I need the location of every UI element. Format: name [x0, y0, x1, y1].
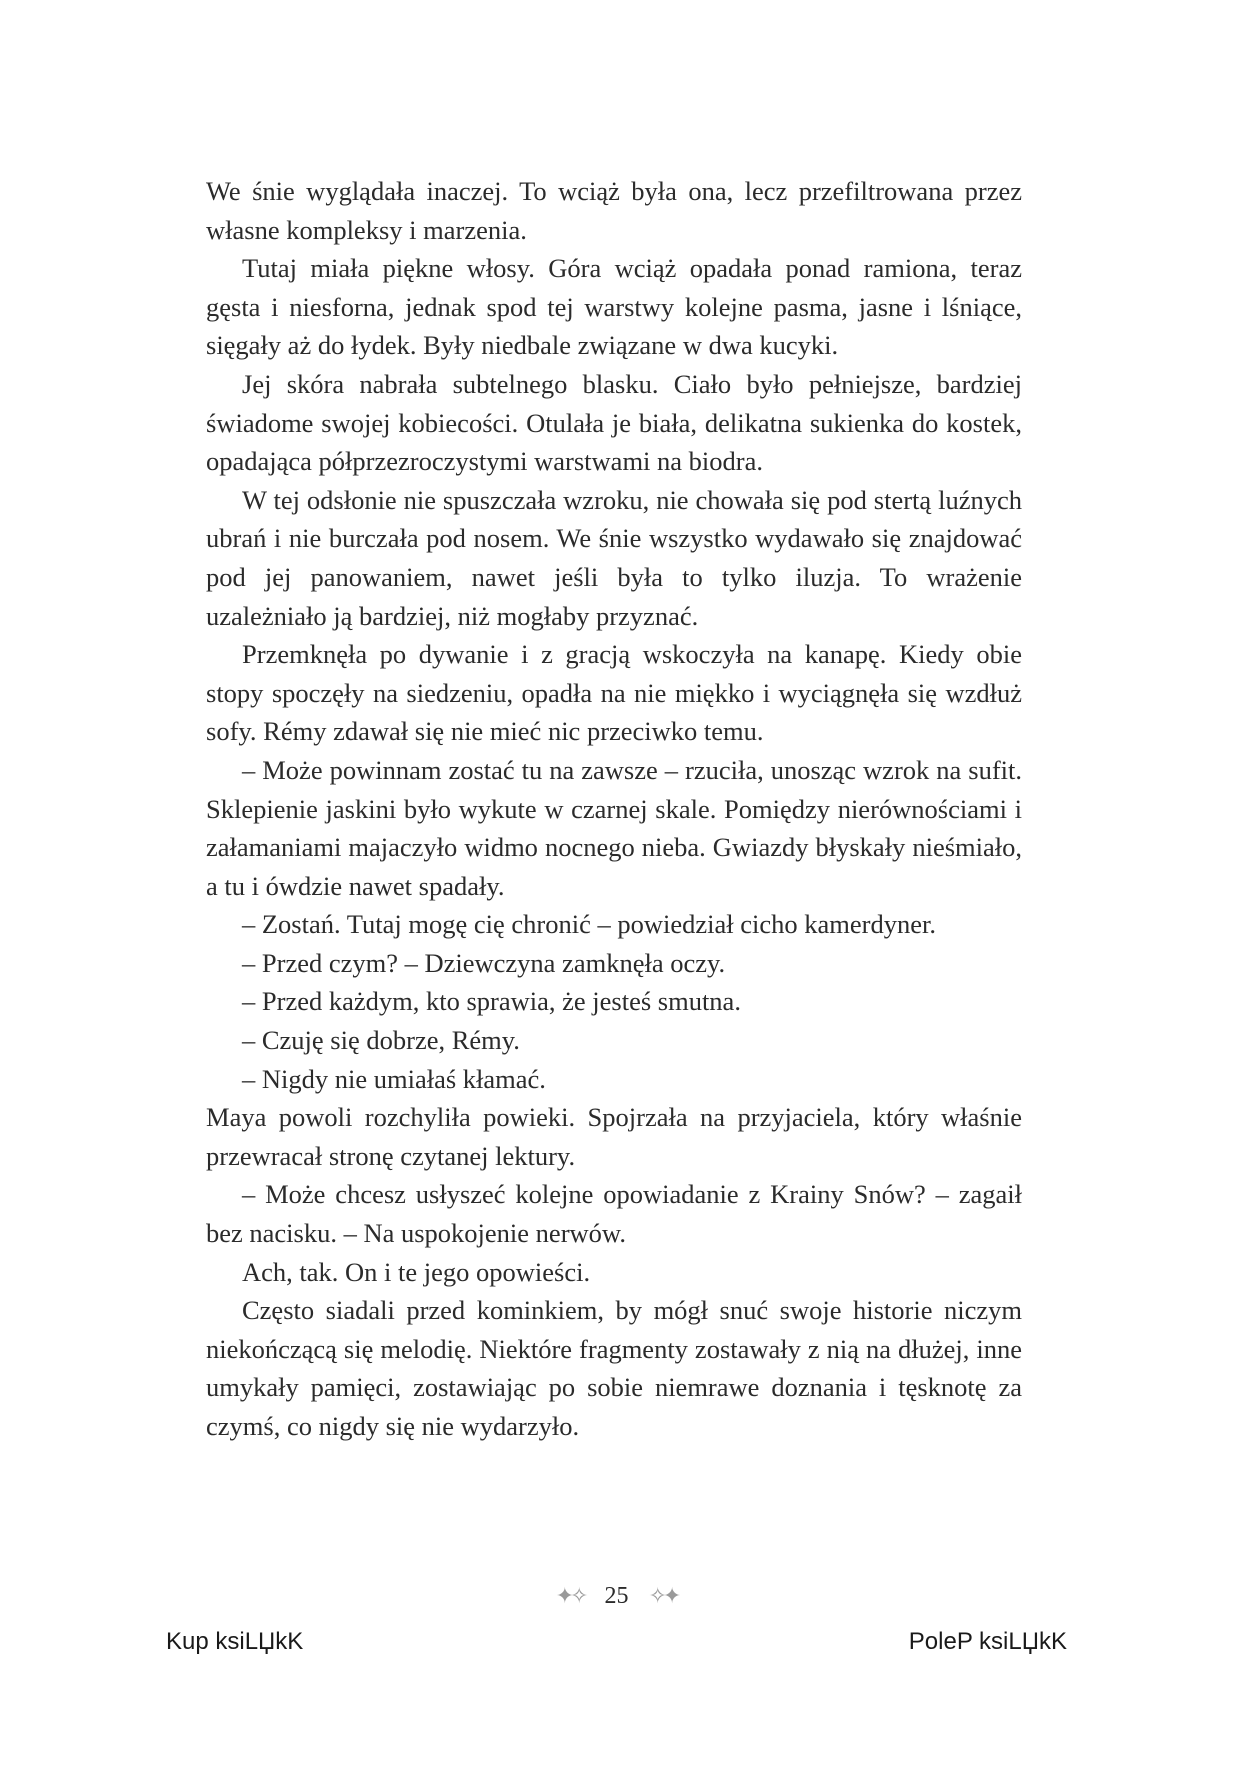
page-footer: [0, 1582, 1233, 1610]
paragraph-7: – Zostań. Tutaj mogę cię chronić – powiedział cicho kamerdyner.: [242, 909, 936, 940]
paragraph-15: Często siadali przed kominkiem, by mógł snuć swoje historie niczym niekończącą się melodię. Niektóre fragmenty zostawały z nią na dłużej, inne umykały pamięci, zostawiając po sobie niemrawe doznania i tęsknotę za czymś, co nigdy się nie wydarzyło.: [206, 1295, 1022, 1441]
body-text: [206, 172, 1022, 1446]
paragraph-13: – Może chcesz usłyszeć kolejne opowiadanie z Krainy Snów? – zagaił bez nacisku. – Na uspokojenie nerwów.: [206, 1179, 1022, 1249]
paragraph-2: Tutaj miała piękne włosy. Góra wciąż opadała ponad ramiona, teraz gęsta i niesforna, jednak spod tej warstwy kolejne pasma, jasne i lśniące, sięgały aż do łydek. Były niedbale związane w dwa kucyki.: [206, 253, 1022, 361]
paragraph-14: Ach, tak. On i te jego opowieści.: [242, 1256, 591, 1287]
paragraph-8: – Przed czym? – Dziewczyna zamknęła oczy.: [242, 947, 726, 978]
recommend-book-link[interactable]: PoleP ksiLЏkK: [908, 1628, 1067, 1655]
paragraph-5: Przemknęła po dywanie i z gracją wskoczyła na kanapę. Kiedy obie stopy spoczęły na siedzeniu, opadła na nie miękko i wyciągnęła się wzdłuż sofy. Rémy zdawał się nie mieć nic przeciwko temu.: [206, 639, 1022, 747]
paragraph-3: Jej skóra nabrała subtelnego blasku. Ciało było pełniejsze, bardziej świadome swojej kobiecości. Otulała je biała, delikatna sukienka do kostek, opadająca półprzezroczystymi warstwami na biodra.: [206, 368, 1022, 477]
paragraph-11: – Nigdy nie umiałaś kłamać.: [242, 1063, 546, 1094]
sparkle-ornament-left-icon: ✦✧: [555, 1583, 585, 1609]
paragraph-1: We śnie wyglądała inaczej. To wciąż była ona, lecz przefiltrowana przez własne kompleksy i marzenia.: [206, 176, 1022, 245]
buy-book-link[interactable]: Kup ksiLЏkK: [166, 1628, 304, 1655]
paragraph-4: W tej odsłonie nie spuszczała wzroku, nie chowała się pod stertą luźnych ubrań i nie burczała pod nosem. We śnie wszystko wydawało się znajdować pod jej panowaniem, nawet jeśli była to tylko iluzja. To wrażenie uzależniało ją bardziej, niż mogłaby przyznać.: [206, 484, 1022, 631]
sparkle-ornament-right-icon: ✧✦: [648, 1583, 678, 1609]
page-number: 25: [604, 1582, 629, 1609]
paragraph-6: – Może powinnam zostać tu na zawsze – rzuciła, unosząc wzrok na sufit. Sklepienie jaskini było wykute w czarnej skale. Pomiędzy nierównościami i załamaniami majaczyło widmo nocnego nieba. Gwiazdy błyskały nieśmiało, a tu i ówdzie nawet spadały.: [206, 754, 1022, 901]
paragraph-10: – Czuję się dobrze, Rémy.: [242, 1025, 520, 1056]
paragraph-12: Maya powoli rozchyliła powieki. Spojrzała na przyjaciela, który właśnie przewracał stronę czytanej lektury.: [206, 1102, 1022, 1171]
paragraph-9: – Przed każdym, kto sprawia, że jesteś smutna.: [242, 986, 741, 1017]
